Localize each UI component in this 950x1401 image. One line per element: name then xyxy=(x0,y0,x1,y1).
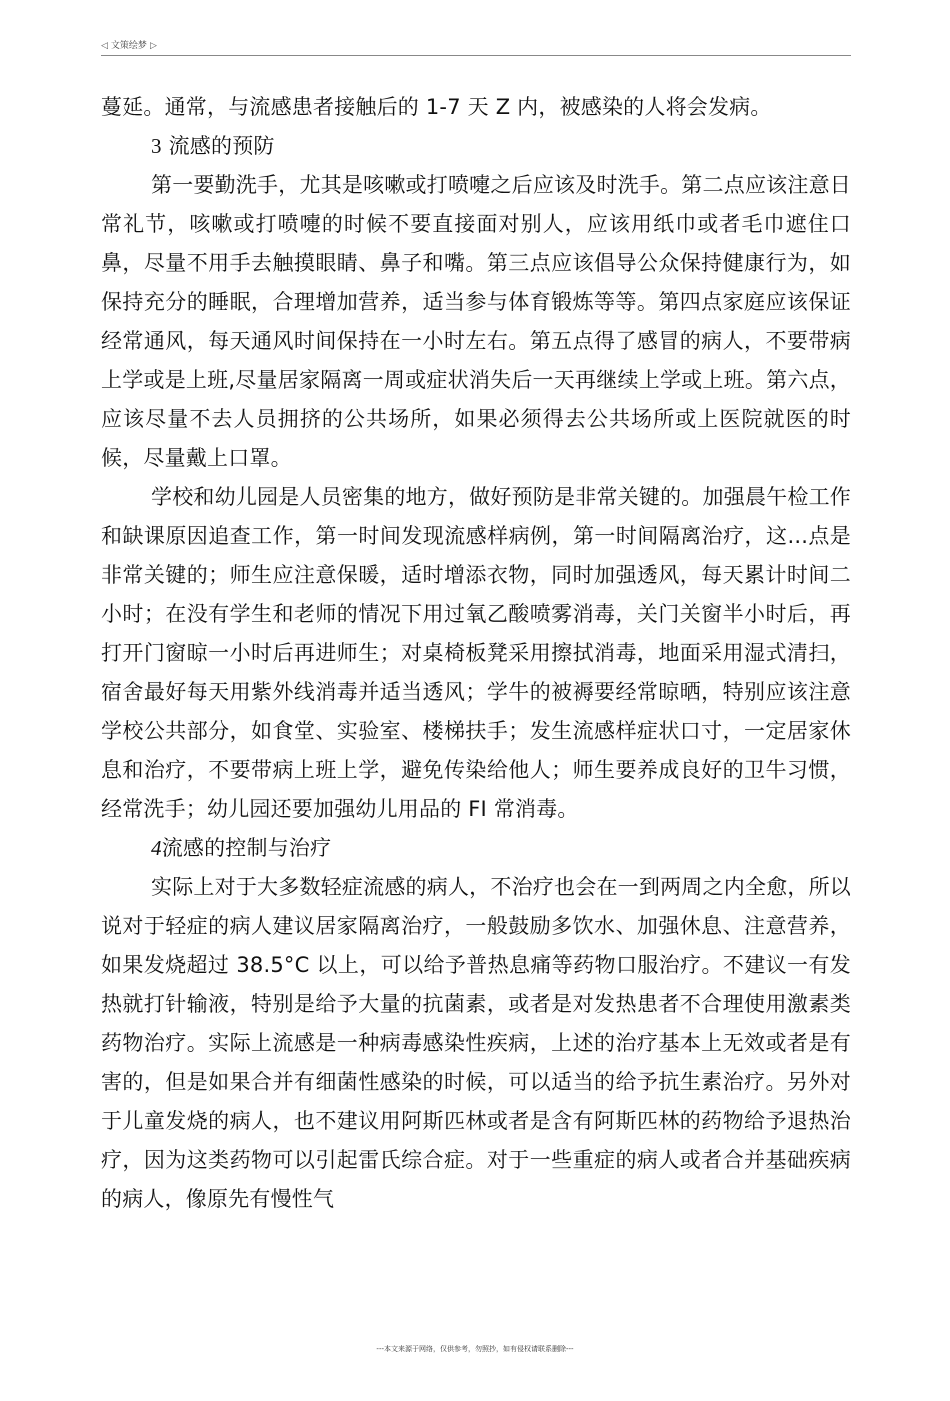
paragraph-prevention-measures: 第一要勤洗手，尤其是咳嗽或打喷嚏之后应该及时洗手。第二点应该注意日常礼节，咳嗽或打喷嚏的时候不要直接面对别人，应该用纸巾或者毛巾遮住口鼻，尽量不用手去触摸眼睛、鼻子和嘴。第三点应该倡导公众保持健康行为，如保持充分的睡眠，合理增加营养，适当参与体育锻炼等等。第四点家庭应该保证经常通风，每天通风时间保持在一小时左右。第五点得了感冒的病人，不要带病上学或是上班,尽量居家隔离一周或症状消失后一天再继续上学或上班。第六点，应该尽量不去人员拥挤的公共场所，如果必须得去公共场所或上医院就医的时候，尽量戴上口罩。 xyxy=(101,173,851,470)
paragraph-treatment: 实际上对于大多数轻症流感的病人，不治疗也会在一到两周之内全愈，所以说对于轻症的病人建议居家隔离治疗，一般鼓励多饮水、加强休息、注意营养，如果发烧超过 38.5°C 以上，可以给予普热息痛等药物口服治疗。不建议一有发热就打针输液，特别是给予大量的抗菌素，或者是对发热患者不合理使用激素类药物治疗。实际上流感是一种病毒感染性疾病，上述的治疗基本上无效或者是有害的，但是如果合并有细菌性感染的时候，可以适当的给予抗生素治疗。另外对于儿童发烧的病人，也不建议用阿斯匹林或者是含有阿斯匹林的药物给予退热治疗，因为这类药物可以引起雷氏综合症。对于一些重症的病人或者合并基础疾病的病人，像原先有慢性气 xyxy=(101,875,851,1211)
page-header xyxy=(101,38,851,54)
section-number: 4 xyxy=(151,836,162,860)
section-heading-prevention xyxy=(101,127,851,166)
header-divider xyxy=(101,55,851,56)
left-triangle-icon: ◁ xyxy=(101,41,108,51)
page-footer: ---本文来源于网络，仅供参考，勿照抄，如有侵权请联系删除--- xyxy=(376,1345,574,1353)
document-body xyxy=(101,88,851,1219)
section-number: 3 xyxy=(151,134,162,158)
section-title: 流感的预防 xyxy=(168,134,275,158)
paragraph-continuation: 蔓延。通常，与流感患者接触后的 1-7 天 Z 内，被感染的人将会发病。 xyxy=(101,95,772,119)
right-triangle-icon: ▷ xyxy=(149,41,157,51)
header-brand-text: 文策绘梦 xyxy=(110,41,147,51)
section-title: 流感的控制与治疗 xyxy=(161,836,332,860)
section-heading-treatment xyxy=(101,829,851,868)
paragraph-school-prevention: 学校和幼儿园是人员密集的地方，做好预防是非常关键的。加强晨午检工作和缺课原因追查工作，第一时间发现流感样病例，第一时间隔离治疗，这...点是非常关键的；师生应注意保暖，适时增添衣物，同时加强透风，每天累计时间二小时；在没有学生和老师的情况下用过氧乙酸喷雾消毒，关门关窗半小时后，再打开门窗晾一小时后再进师生；对桌椅板凳采用擦拭消毒，地面采用湿式清扫，宿舍最好每天用紫外线消毒并适当透风；学牛的被褥要经常晾晒，特别应该注意学校公共部分，如食堂、实验室、楼梯扶手；发生流感样症状口寸，一定居家休息和治疗，不要带病上班上学，避免传染给他人；师生要养成良好的卫牛习惯，经常洗手；幼儿园还要加强幼儿用品的 FI 常消毒。 xyxy=(101,485,851,821)
